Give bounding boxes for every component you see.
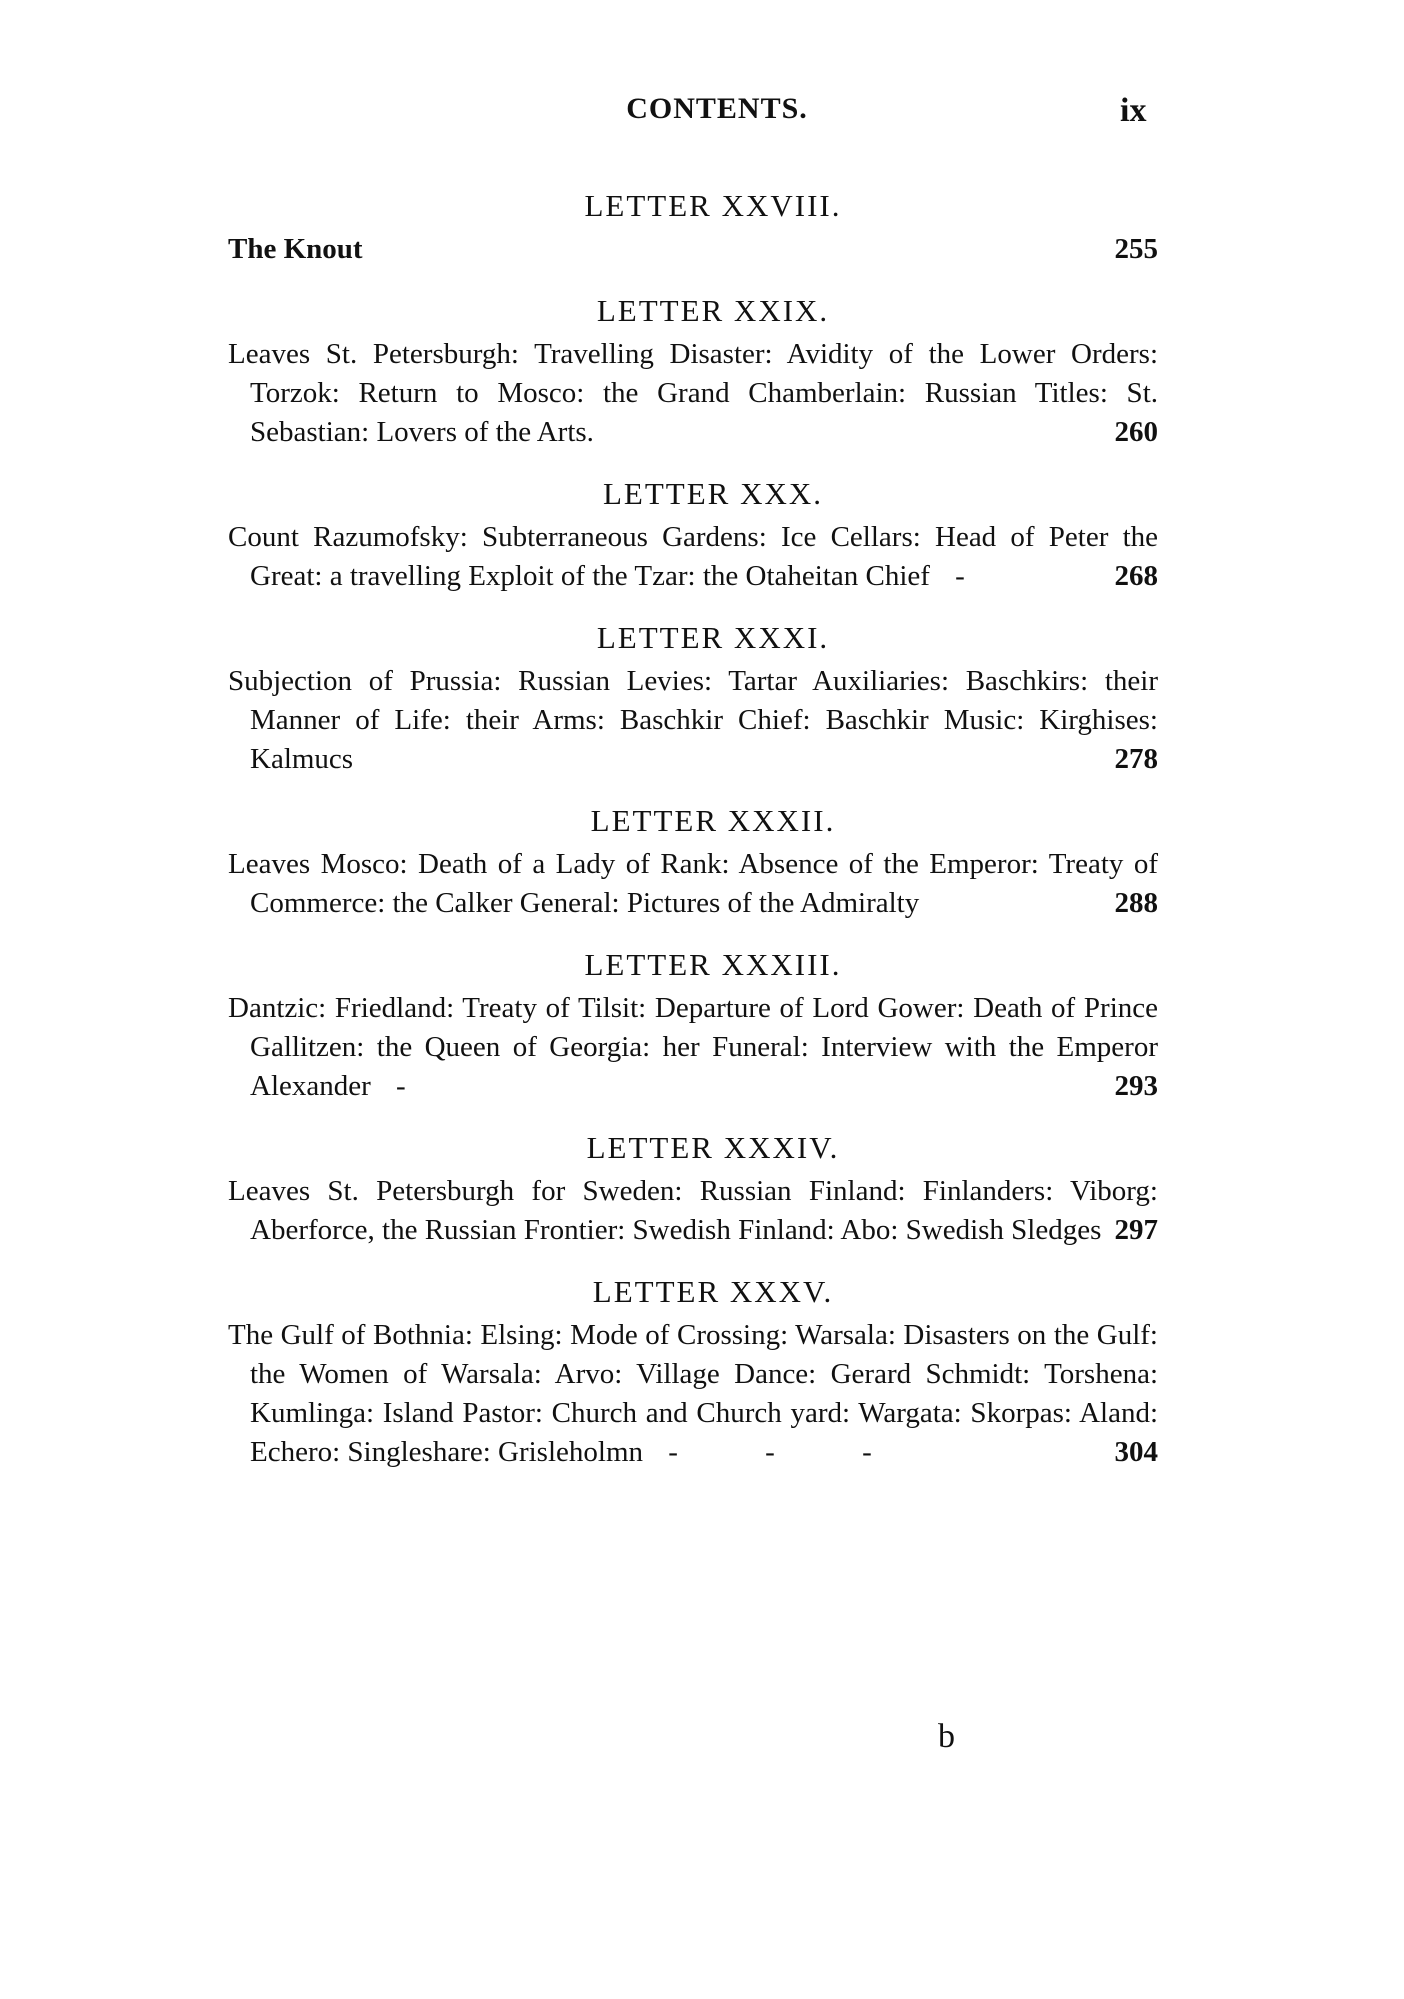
letter-entry-xxxii <box>228 797 1158 923</box>
letter-topics-block <box>228 335 1158 452</box>
letter-entry-xxxiii <box>228 941 1158 1106</box>
letter-entry-xxxi <box>228 614 1158 779</box>
letter-heading: LETTER XXXII. <box>590 803 836 838</box>
letter-page-number: 288 <box>1114 887 1158 919</box>
contents-list <box>228 182 1158 1472</box>
letter-entry-xxxiv <box>228 1124 1158 1250</box>
letter-heading: LETTER XXX. <box>602 476 824 511</box>
signature-mark: b <box>938 1718 955 1755</box>
letter-page-number: 304 <box>1114 1436 1158 1468</box>
letter-heading: LETTER XXXIII. <box>584 947 842 982</box>
running-title: CONTENTS. <box>626 92 808 125</box>
letter-topics-block <box>228 1172 1158 1250</box>
page-number: ix <box>1120 92 1147 129</box>
letter-page-number: 268 <box>1114 560 1158 592</box>
letter-page-number: 297 <box>1114 1214 1158 1246</box>
letter-topics: Subjection of Prussia: Russian Levies: Tartar Auxiliaries: Baschkirs: their Manner of Life: their Arms: Baschkir Chief: Baschkir Music: Kirghises: Kalmucs <box>228 665 1158 775</box>
letter-topics: The Knout <box>228 233 363 265</box>
letter-topics: Dantzic: Friedland: Treaty of Tilsit: Departure of Lord Gower: Death of Prince Gallitzen: the Queen of Georgia: her Funeral: Interview with the Emperor Alexander <box>228 992 1158 1102</box>
letter-topics-block <box>228 845 1158 923</box>
letter-page-number: 260 <box>1114 416 1158 448</box>
letter-heading: LETTER XXVIII. <box>584 188 842 223</box>
leader-dots: - <box>396 1070 446 1102</box>
letter-entry-xxix <box>228 287 1158 452</box>
letter-page-number: 293 <box>1114 1070 1158 1102</box>
letter-topics-row <box>228 230 1158 269</box>
letter-topics: Count Razumofsky: Subterraneous Gardens: Ice Cellars: Head of Peter the Great: a travelling Exploit of the Tzar: the Otaheitan Chief <box>228 521 1158 592</box>
letter-topics-block <box>228 518 1158 596</box>
letter-topics-block <box>228 989 1158 1106</box>
letter-entry-xxx <box>228 470 1158 596</box>
letter-topics-block <box>228 662 1158 779</box>
leader-dots: - <box>955 560 1005 592</box>
letter-topics: The Gulf of Bothnia: Elsing: Mode of Crossing: Warsala: Disasters on the Gulf: the Women of Warsala: Arvo: Village Dance: Gerard Schmidt: Torshena: Kumlinga: Island Pastor: Church and Church yard: Wargata: Skorpas: Aland: Echero: Singleshare: Grisleholmn <box>228 1319 1158 1468</box>
letter-page-number: 255 <box>1114 233 1158 265</box>
letter-topics: Leaves St. Petersburgh: Travelling Disaster: Avidity of the Lower Orders: Torzok: Return to Mosco: the Grand Chamberlain: Russian Titles: St. Sebastian: Lovers of the Arts. <box>228 338 1158 448</box>
letter-topics: Leaves St. Petersburgh for Sweden: Russian Finland: Finlanders: Viborg: Aberforce, the Russian Frontier: Swedish Finland: Abo: Swedish Sledges <box>228 1175 1158 1246</box>
letter-entry-xxviii <box>228 182 1158 269</box>
leader-dots: - - - <box>668 1436 912 1468</box>
letter-heading: LETTER XXXV. <box>592 1274 834 1309</box>
letter-heading: LETTER XXXIV. <box>586 1130 840 1165</box>
letter-entry-xxxv <box>228 1268 1158 1472</box>
letter-topics: Leaves Mosco: Death of a Lady of Rank: Absence of the Emperor: Treaty of Commerce: the Calker General: Pictures of the Admiralty <box>228 848 1158 919</box>
letter-heading: LETTER XXIX. <box>596 293 830 328</box>
letter-page-number: 278 <box>1114 743 1158 775</box>
letter-topics-block <box>228 1316 1158 1472</box>
letter-heading: LETTER XXXI. <box>596 620 830 655</box>
